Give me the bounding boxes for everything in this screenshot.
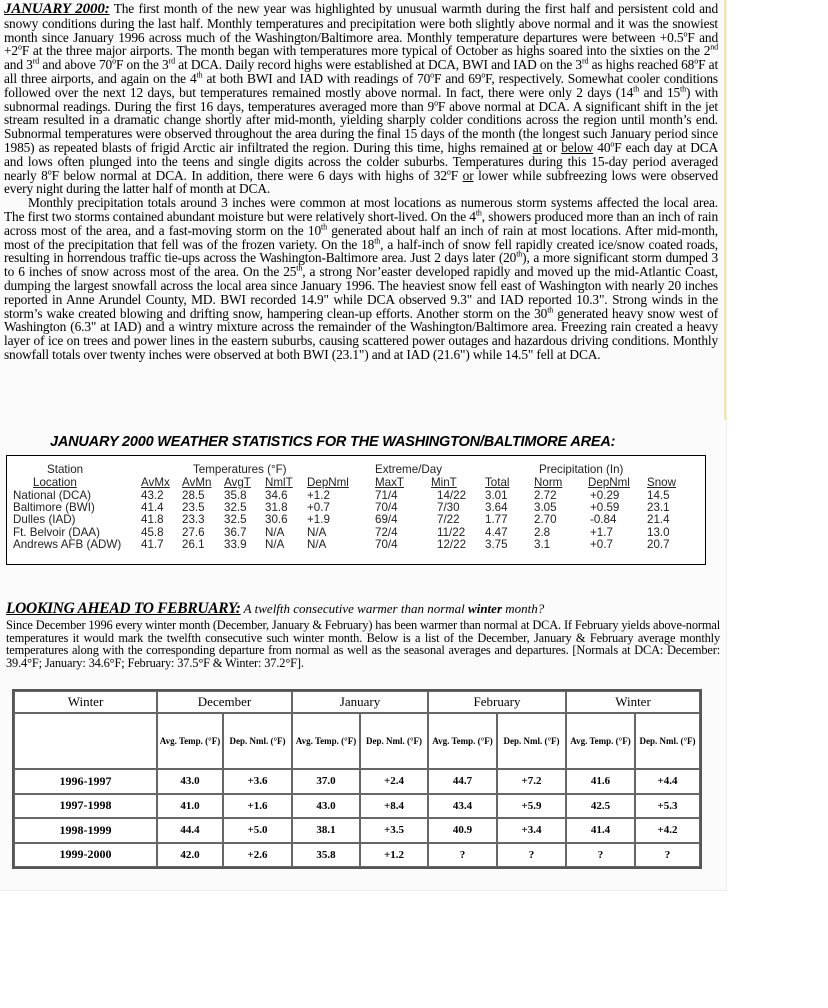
stats-cell-nmlt: 34.6 bbox=[265, 489, 288, 502]
column-header-precip-depnml: DepNml bbox=[588, 476, 630, 489]
stats-cell-avmx: 45.8 bbox=[141, 525, 164, 539]
table-value-cell: 37.0 bbox=[292, 769, 360, 794]
table-value-cell: 44.4 bbox=[157, 818, 223, 843]
stats-cell-nmlt: N/A bbox=[265, 537, 285, 551]
text-run: generated heavy snow west of Washington (6.3" at IAD) and a wintry mixture across the remainder of the Washington/Baltimore area. Freezing rain created a heavy layer of ice on trees and power lines in the eastern suburbs, causing scattered power outages and hazardous driving conditions. Monthly snowfall totals over twenty inches were observed at both BWI (23.1") and at IAD (21.6") while 14.5" fell at DCA. bbox=[4, 305, 719, 362]
table-value-cell: +3.6 bbox=[223, 769, 292, 794]
stats-cell-avgt: 36.7 bbox=[224, 525, 247, 539]
narrative-paragraph-1 bbox=[4, 2, 718, 196]
text-run: F, respectively. Somewhat cooler conditions followed over the next 12 days, but temperatures remained mostly above normal. In fact, there were only 2 days (14 bbox=[4, 70, 718, 100]
superscript: o bbox=[434, 98, 438, 108]
stats-cell-precip-depnml: +1.7 bbox=[590, 525, 613, 539]
table-value-cell: +3.5 bbox=[360, 818, 428, 843]
table-year-cell: 1997-1998 bbox=[14, 794, 157, 819]
superscript: o bbox=[430, 70, 435, 80]
stats-cell-norm: 3.05 bbox=[534, 501, 557, 515]
stats-cell-avgt: 32.5 bbox=[224, 501, 247, 515]
subheader-dep-nml: Dep. Nml. (°F) bbox=[635, 713, 700, 769]
extreme-group-header: Extreme/Day bbox=[375, 463, 443, 476]
stats-cell-avmx: 41.8 bbox=[141, 513, 164, 527]
superscript: o bbox=[683, 29, 688, 39]
stats-cell-nmlt: N/A bbox=[265, 525, 285, 539]
superscript: o bbox=[446, 167, 451, 177]
stats-cell-depnml: +1.2 bbox=[307, 489, 330, 502]
stats-cell-mint: 7/30 bbox=[437, 501, 460, 515]
stats-cell-avmn: 23.5 bbox=[182, 501, 205, 515]
stats-cell-mint: 11/22 bbox=[437, 525, 466, 539]
text-run: F bbox=[450, 167, 463, 183]
text-run: ) with subnormal readings. During the first 16 days, temperatures averaged more than 9 bbox=[4, 84, 718, 114]
subheader-dep-nml: Dep. Nml. (°F) bbox=[360, 713, 428, 769]
stats-row bbox=[7, 538, 705, 551]
superscript: o bbox=[47, 167, 52, 177]
table-value-cell: +7.2 bbox=[497, 769, 566, 794]
text-run: F each day at DCA and lows often plunged into the teens and single digits across the colder suburbs. Temperatures during this 15-day period averaged nearly 8 bbox=[4, 139, 719, 183]
table-year-cell: 1996-1997 bbox=[14, 769, 157, 794]
stats-cell-mint: 7/22 bbox=[437, 513, 460, 527]
column-header-norm: Norm bbox=[534, 476, 563, 489]
table-value-cell: +1.2 bbox=[360, 843, 428, 868]
stats-row bbox=[7, 489, 705, 502]
subheader-dep-nml: Dep. Nml. (°F) bbox=[497, 713, 566, 769]
text-run: F on the 3 bbox=[115, 57, 169, 73]
stats-cell-mint: 12/22 bbox=[437, 537, 467, 551]
lookahead-heading-line bbox=[6, 600, 722, 618]
text-run: and 3 bbox=[4, 57, 33, 73]
stats-cell-avgt: 32.5 bbox=[224, 513, 247, 527]
table-value-cell: 35.8 bbox=[292, 843, 360, 868]
precipitation-group-header: Precipitation (In) bbox=[539, 463, 624, 476]
stats-cell-depnml: N/A bbox=[307, 537, 327, 551]
stats-cell-nmlt: 30.6 bbox=[265, 513, 288, 527]
stats-cell-depnml: +1.9 bbox=[307, 513, 330, 527]
stats-column-header-row bbox=[7, 476, 705, 489]
table-value-cell: 41.4 bbox=[566, 818, 635, 843]
stats-table bbox=[6, 455, 706, 565]
stats-cell-snow: 13.0 bbox=[647, 525, 670, 539]
stats-cell-norm: 2.72 bbox=[534, 489, 557, 502]
stats-cell-maxt: 69/4 bbox=[375, 513, 398, 527]
stats-row bbox=[7, 501, 705, 514]
text-run: ), a more significant storm dumped 3 to 6 inches of snow across most of the area. On the 25 bbox=[4, 250, 719, 280]
table-value-cell: 42.5 bbox=[566, 794, 635, 819]
stats-cell-avmx: 41.7 bbox=[141, 537, 164, 551]
table-value-cell: ? bbox=[428, 843, 497, 868]
stats-cell-total: 4.47 bbox=[485, 525, 508, 539]
stats-cell-precip-depnml: +0.59 bbox=[590, 501, 620, 515]
stats-cell-avgt: 33.9 bbox=[224, 537, 247, 551]
superscript: th bbox=[296, 263, 303, 273]
superscript: th bbox=[374, 236, 381, 246]
stats-cell-snow: 14.5 bbox=[647, 489, 670, 502]
table-value-cell: 41.6 bbox=[566, 769, 635, 794]
stats-cell-precip-depnml: +0.29 bbox=[590, 489, 620, 502]
january-narrative bbox=[4, 2, 718, 362]
stats-cell-avmx: 41.4 bbox=[141, 501, 164, 515]
table-value-cell: +2.6 bbox=[223, 843, 292, 868]
text-run: Monthly precipitation totals around 3 inches were common at most locations as numerous storm systems affected the local area. The first two storms contained abundant moisture but were relatively short-lived. On the 4 bbox=[4, 195, 718, 224]
subheader-avg-temp: Avg. Temp. (°F) bbox=[157, 713, 223, 769]
stats-cell-depnml: +0.7 bbox=[307, 501, 330, 515]
column-header-snow: Snow bbox=[647, 476, 677, 489]
subheader-avg-temp: Avg. Temp. (°F) bbox=[292, 713, 360, 769]
stats-cell-maxt: 70/4 bbox=[375, 537, 398, 551]
table-value-cell: +4.4 bbox=[635, 769, 700, 794]
stats-cell-avmx: 43.2 bbox=[141, 489, 164, 502]
superscript: th bbox=[547, 305, 554, 315]
column-header-nmlt: NmlT bbox=[265, 476, 293, 489]
column-header-avmx: AvMx bbox=[141, 476, 170, 489]
text-run: , a strong Nor’easter developed rapidly and moved up the mid-Atlantic Coast, dumping the largest snowfall across the local area since January 1996. The heaviest snow fell east of Washington with nearly 20 inches reported in Anne Arundel County, MD. BWI recorded 14.9" while DCA observed 9.3" and IAD reported 10.3". Strong winds in the storm’s wake created blowing and drifting snow, hampering clean-up efforts. Another storm on the 30 bbox=[4, 264, 718, 321]
superscript: o bbox=[112, 56, 116, 66]
text-run: F at the three major airports. The month began with temperatures more typical of October as highs soared into the sixties on the 2 bbox=[21, 43, 711, 59]
stats-cell-total: 3.01 bbox=[485, 489, 508, 502]
superscript: o bbox=[481, 70, 486, 80]
text-run: or bbox=[542, 139, 562, 155]
table-value-cell: 42.0 bbox=[157, 843, 223, 868]
blank-header-cell bbox=[14, 713, 157, 769]
stats-cell-maxt: 72/4 bbox=[375, 525, 398, 539]
text-run: at both BWI and IAD with readings of 70 bbox=[202, 70, 431, 86]
column-header-maxt: MaxT bbox=[375, 476, 404, 489]
text-run: or bbox=[462, 167, 474, 183]
table-value-cell: ? bbox=[497, 843, 566, 868]
superscript: th bbox=[680, 84, 686, 94]
stats-cell-depnml: N/A bbox=[307, 525, 327, 539]
stats-cell-avmn: 28.5 bbox=[182, 489, 205, 502]
table-year-cell: 1999-2000 bbox=[14, 843, 157, 868]
stats-cell-total: 3.75 bbox=[485, 537, 508, 551]
stats-title: JANUARY 2000 WEATHER STATISTICS FOR THE WASHINGTON/BALTIMORE AREA: bbox=[50, 434, 616, 450]
text-run: at DCA. Daily record highs were established at DCA, BWI and IAD on the 3 bbox=[174, 57, 582, 73]
stats-cell-avmn: 27.6 bbox=[182, 525, 205, 539]
paragraph-1-text bbox=[4, 1, 718, 196]
stats-cell-location: Baltimore (BWI) bbox=[13, 501, 95, 515]
lookahead-heading: LOOKING AHEAD TO FEBRUARY: bbox=[6, 600, 241, 617]
table-year-cell: 1998-1999 bbox=[14, 818, 157, 843]
section-heading-january: JANUARY 2000: bbox=[4, 1, 110, 17]
stats-cell-avmn: 23.3 bbox=[182, 513, 205, 527]
stats-cell-snow: 23.1 bbox=[647, 501, 670, 515]
subheader-avg-temp: Avg. Temp. (°F) bbox=[566, 713, 635, 769]
superscript: rd bbox=[32, 56, 40, 66]
table-group-header: December bbox=[157, 691, 292, 713]
text-run: F above normal at DCA. A significant shift in the jet stream resulted in a dramatic change shortly after mid-month, yielding sharply colder conditions across the region until month’s end. Subnormal temperatures were observed throughout the area during the final 15 days of the month (the longest such January period since 1985) as repeated blasts of frigid Arctic air infiltrated the region. During this time, highs remained bbox=[4, 98, 718, 155]
table-value-cell: ? bbox=[566, 843, 635, 868]
table-group-header: February bbox=[428, 691, 566, 713]
column-header-avgt: AvgT bbox=[224, 476, 251, 489]
table-value-cell: 43.0 bbox=[292, 794, 360, 819]
stats-cell-location: National (DCA) bbox=[13, 489, 91, 502]
table-group-header: January bbox=[292, 691, 428, 713]
stats-cell-location: Ft. Belvoir (DAA) bbox=[13, 525, 100, 539]
stats-cell-location: Andrews AFB (ADW) bbox=[13, 537, 122, 551]
table-value-cell: 43.0 bbox=[157, 769, 223, 794]
text-run: generated about half an inch of rain at most locations. After mid-month, most of the precipitation that fell was of the frozen variety. On the 18 bbox=[4, 222, 718, 252]
station-group-header: Station bbox=[47, 463, 84, 476]
stats-cell-precip-depnml: +0.7 bbox=[590, 537, 613, 551]
table-value-cell: 38.1 bbox=[292, 818, 360, 843]
table-group-header: Winter bbox=[566, 691, 700, 713]
stats-cell-snow: 21.4 bbox=[647, 513, 670, 527]
margin-rule bbox=[724, 0, 726, 420]
superscript: o bbox=[610, 139, 615, 149]
table-value-cell: 44.7 bbox=[428, 769, 497, 794]
stats-cell-total: 1.77 bbox=[485, 513, 508, 527]
table-value-cell: +1.6 bbox=[223, 794, 292, 819]
temperatures-group-header: Temperatures (°F) bbox=[193, 463, 287, 476]
stats-row bbox=[7, 526, 705, 539]
lookahead-subtitle: A twelfth consecutive warmer than normal winter month? bbox=[240, 601, 545, 616]
text-run: F and +2 bbox=[4, 29, 718, 59]
stats-cell-norm: 2.70 bbox=[534, 513, 557, 527]
superscript: nd bbox=[710, 42, 718, 52]
subheader-avg-temp: Avg. Temp. (°F) bbox=[428, 713, 497, 769]
text-run: F at all three airports, and again on the 4 bbox=[4, 57, 719, 86]
table-value-cell: +5.0 bbox=[223, 818, 292, 843]
table-value-cell: +5.9 bbox=[497, 794, 566, 819]
text-run: , showers produced more than an inch of rain across most of the area, and a fast-moving storm on the 10 bbox=[4, 208, 718, 238]
table-value-cell: +2.4 bbox=[360, 769, 428, 794]
text-run: as highs reached 68 bbox=[588, 57, 695, 73]
column-header-total: Total bbox=[485, 476, 510, 489]
stats-group-header-row bbox=[7, 463, 705, 476]
stats-cell-norm: 3.1 bbox=[534, 537, 551, 551]
table-value-cell: 43.4 bbox=[428, 794, 497, 819]
winter-temperature-table bbox=[12, 689, 702, 869]
stats-cell-precip-depnml: -0.84 bbox=[590, 513, 617, 527]
stats-cell-maxt: 70/4 bbox=[375, 501, 398, 515]
column-header-avmn: AvMn bbox=[182, 476, 212, 489]
stats-cell-avgt: 35.8 bbox=[224, 489, 247, 502]
stats-cell-avmn: 26.1 bbox=[182, 537, 205, 551]
stats-cell-location: Dulles (IAD) bbox=[13, 513, 76, 527]
superscript: th bbox=[475, 208, 482, 218]
lookahead-body: Since December 1996 every winter month (December, January & February) has been warmer than normal at DCA. If February yields above-normal temperatures it would mark the twelfth consecutive such winter month. Below is a list of the December, January & February average monthly temperatures along with the corresponding departure from normal as well as the seasonal averages and departures. [Normals at DCA: December: 39.4°F; January: 34.6°F; February: 37.5°F & Winter: 37.2°F]. bbox=[6, 618, 720, 670]
narrative-paragraph-2 bbox=[4, 196, 718, 362]
stats-row bbox=[7, 513, 705, 526]
text-run: 40 bbox=[593, 139, 611, 155]
superscript: th bbox=[321, 222, 327, 232]
superscript: o bbox=[694, 56, 699, 66]
text-run: F and 69 bbox=[434, 70, 482, 86]
text-run: F below normal at DCA. In addition, there were 6 days with highs of 32 bbox=[51, 167, 447, 183]
superscript: th bbox=[196, 70, 203, 80]
stats-cell-mint: 14/22 bbox=[437, 489, 467, 502]
subheader-dep-nml: Dep. Nml. (°F) bbox=[223, 713, 292, 769]
text-run: lower while subfreezing lows were observed every night during the latter half of month at DCA. bbox=[4, 167, 718, 197]
stats-cell-maxt: 71/4 bbox=[375, 489, 398, 502]
superscript: o bbox=[17, 42, 22, 52]
superscript: th bbox=[516, 249, 523, 259]
superscript: th bbox=[633, 84, 640, 94]
superscript: rd bbox=[168, 56, 175, 66]
text-run: , a half-inch of snow fell rapidly created ice/snow coated roads, resulting in horrendous traffic tie-ups across the Washington-Baltimore area. Just 2 days later (20 bbox=[4, 236, 718, 266]
text-run: The first month of the new year was highlighted by unusual warmth during the first half and persistent cold and snowy conditions during the last half. Monthly temperatures and precipitation were both slightly above normal and it was the snowiest month since January 1996 across much of the Washington/Baltimore area. Monthly temperature departures were between +0.5 bbox=[4, 1, 718, 45]
stats-cell-nmlt: 31.8 bbox=[265, 501, 288, 515]
stats-cell-total: 3.64 bbox=[485, 501, 508, 515]
table-value-cell: 41.0 bbox=[157, 794, 223, 819]
text-run: at bbox=[532, 139, 543, 155]
superscript: rd bbox=[581, 56, 589, 66]
table-group-header: Winter bbox=[14, 691, 157, 713]
column-header-mint: MinT bbox=[431, 476, 457, 489]
column-header-depnml: DepNml bbox=[307, 476, 349, 489]
table-value-cell: 40.9 bbox=[428, 818, 497, 843]
stats-cell-snow: 20.7 bbox=[647, 537, 670, 551]
table-value-cell: ? bbox=[635, 843, 700, 868]
table-value-cell: +8.4 bbox=[360, 794, 428, 819]
text-run: and 15 bbox=[639, 84, 681, 100]
table-value-cell: +3.4 bbox=[497, 818, 566, 843]
table-value-cell: +4.2 bbox=[635, 818, 700, 843]
stats-cell-norm: 2.8 bbox=[534, 525, 551, 539]
text-run: below bbox=[561, 139, 594, 155]
text-run: and above 70 bbox=[39, 57, 113, 73]
table-value-cell: +5.3 bbox=[635, 794, 700, 819]
column-header-location: Location bbox=[33, 476, 77, 489]
